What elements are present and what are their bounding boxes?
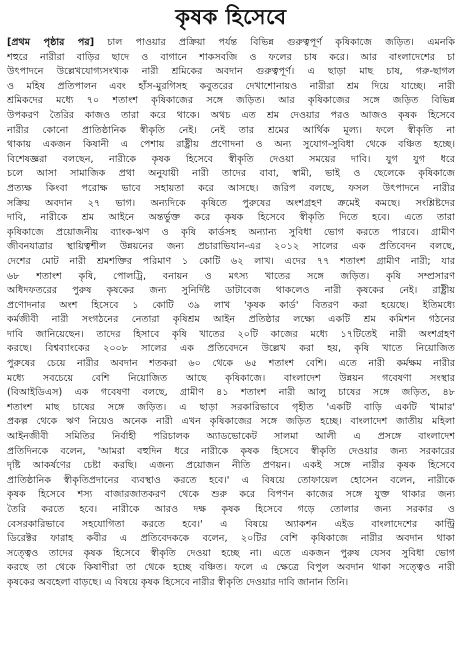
- body-line-text: চাল পাওয়ার প্রক্রিয়া পর্যন্ত বিভিন্ন গুরুত্বপূর্ণ কৃষিকাজে জড়িত। এমনকি: [94, 37, 455, 48]
- article-headline: কৃষক হিসেবে: [175, 4, 287, 29]
- continuation-tag: [প্রথম পৃষ্ঠার পর]: [7, 37, 95, 48]
- body-line: উৎপাদনে উল্লেখযোগ্যসংখ্যক নারী শ্রমিকের অবদান গুরুত্বপূর্ণ। এ ছাড়া মাছ চাষ, গরু-ছাগল: [7, 66, 455, 78]
- body-line: দৃষ্টি আকর্ষণের চেষ্টা করছি। এজন্য প্রয়োজন নীতি প্রণয়ন। একই সঙ্গে নারীর কৃষক হিসেবে: [7, 460, 455, 472]
- body-line: দাবি জানিয়েছেন। তাদের হিসাবে কৃষি খাতের ২০টি কাজের মধ্যে ১৭টিতেই নারী অংশগ্রহণ: [7, 328, 455, 340]
- body-line: প্রত্যক্ষ কিংবা পরোক্ষ ভাবে সহায়তা করে আসছে। জরিপ বলছে, ফসল উৎপাদনে নারীর: [7, 182, 455, 194]
- body-line: প্রণোদনার অংশ হিসেবে ১ কোটি ৩৯ লাখ 'কৃষক কার্ড' বিতরণ করা হয়েছে। ইতিমধ্যে: [7, 299, 455, 311]
- body-line: পুরুষের চেয়ে নারীর অবদান শতকরা ৬০ থেকে ৬৫ শতাংশ বেশি। এতে নারী কর্মক্ষম নারীর: [7, 358, 455, 370]
- body-line: সত্ত্বেও তাদের কৃষক হিসেবে স্বীকৃতি দেওয়া হচ্ছে না। এতে একজন পুরুষ যেসব সুবিধা ভোগ: [7, 547, 455, 559]
- body-line: শহুরে নারীরা বাড়ির ছাদে ও বাগানে শাকসবজি ও ফলের চাষ করে। আর বাংলাদেশের চা: [7, 51, 455, 63]
- body-line: শ্রমিকদের মধ্যে ৭০ শতাংশ কৃষিকাজের সঙ্গে জড়িত। আর কৃষিকাজের সঙ্গে জড়িত বিভিন্ন: [7, 95, 455, 107]
- body-line: তৈরি করতে হবে। নারীকে আরও দক্ষ কৃষক হিসেবে গড়ে তোলার জন্য সরকার ও: [7, 504, 455, 515]
- body-line: সক্রিয় অবদান ২৭ ভাগ। অন্যদিকে কৃষিতে পুরুষের অংশগ্রহণ ক্রমেই কমছে। সংশ্লিষ্টদের: [7, 197, 455, 209]
- body-line: দাবি, নারীকে শ্রম আইনে অন্তর্ভুক্ত করে কৃষক হিসেবে স্বীকৃতি দিতে হবে। এতে তারা: [7, 212, 455, 224]
- body-line: উপকরণ তৈরির কাজও তারা করে থাকে। অথচ এত শ্রম দেওয়ার পরও আজও কৃষক হিসেবে: [7, 109, 455, 121]
- body-line: করছে। বিশ্বব্যাংকের ২০০৮ সালের এক প্রতিবেদনে উল্লেখ করা হয়, কৃষি খাতে নিয়োজিত: [7, 343, 455, 355]
- body-line: ডিরেক্টর ফারাহ কবীর এ প্রতিবেদককে বলেন, ২০টির বেশি কৃষিকাজে নারীর অবদান থাকা: [7, 533, 455, 545]
- body-line: কর্মজীবী নারী সংগঠনের নেতারা কৃষিশ্রম আইন প্রতিষ্ঠার লক্ষ্যে একটি শ্রম কমিশন গঠনের: [7, 314, 455, 326]
- body-line: আইনজীবী সমিতির নির্বাহী পরিচালক অ্যাডভোকেট সালমা আলী এ প্রসঙ্গে বাংলাদেশ: [7, 431, 455, 443]
- body-line: শতাংশ মাছ চাষের সঙ্গে জড়িত। এ ছাড়া সরকারিভাবে গৃহীত 'একটি বাড়ি একটি খামার': [7, 401, 455, 413]
- body-line: বিশেষজ্ঞরা বলছেন, নারীকে কৃষক হিসেবে স্বীকৃতি দেওয়া সময়ের দাবি। যুগ যুগ ধরে: [7, 153, 455, 165]
- body-line: দেশের মোট নারী শ্রমশক্তির পরিমাণ ১ কোটি ৬২ লাখ। এদের ৭৭ শতাংশ গ্রামীণ নারী; যার: [7, 255, 455, 267]
- body-line: চলে আসা সামাজিক প্রথা অনুযায়ী নারী তাদের বাবা, স্বামী, ভাই ও ছেলেকে কৃষিকাজে: [7, 168, 455, 180]
- body-line: প্রতিদিনকে বলেন, 'আমরা বহুদিন ধরে নারীকে কৃষক হিসেবে স্বীকৃতি দেওয়ার জন্য সরকারের: [7, 445, 455, 457]
- body-line: কৃষিকাজে প্রয়োজনীয় ব্যাংক-ঋণ ও কৃষি কার্ডসহ অন্যান্য সুবিধা ভোগ করতে পারবে। গ্রামীণ: [7, 226, 455, 238]
- body-line: অধিদফতরের পুরুষ কৃষকের জন্য সুনির্দিষ্ট ডাটাবেজ থাকলেও নারী কৃষকের নেই। রাষ্ট্রীয়: [7, 285, 455, 297]
- body-line: কৃষক হিসেবে শস্য বাজারজাতকরণ থেকে শুরু করে বিপণন কাজের সঙ্গে যুক্ত থাকার জন্য: [7, 489, 455, 501]
- body-line: ৬৮ শতাংশ কৃষি, পোলট্রি, বনায়ন ও মৎস্য খাতের সঙ্গে জড়িত। কৃষি সম্প্রসারণ: [7, 270, 455, 282]
- body-line: মধ্যে সবচেয়ে বেশি নিয়োজিত আছে কৃষিকাজে। বাংলাদেশ উন্নয়ন গবেষণা সংস্থার: [7, 372, 455, 384]
- body-line: বেসরকারিভাবে সহযোগিতা করতে হবে।' এ বিষয়ে অ্যাকশন এইড বাংলাদেশের কান্ট্রি: [7, 518, 455, 530]
- body-line: প্রকল্প থেকে ঋণ নিয়েও অনেক নারী এখন কৃষিকাজের সঙ্গে জড়িত হচ্ছে। বাংলাদেশ জাতীয় মহিলা: [7, 416, 455, 428]
- body-line: [7, 36, 455, 51]
- body-line: ও মহিষ প্রতিপালন এবং হাঁস-মুরগিসহ কবুতরের দেখাশোনায়ও নারীরা শ্রম দিয়ে যাচ্ছে। নারী: [7, 80, 455, 92]
- body-line: করছে তা থেকে কিষাণীরা তা থেকে হচ্ছে বঞ্চিত। ফলে এ ক্ষেত্রে বিপুল অবদান থাকা সত্ত্বেও নারী: [7, 562, 455, 574]
- body-line: প্রাতিষ্ঠানিক স্বীকৃতিপ্রদানের ব্যবস্থাও করতে হবে।' এ বিষয়ে তোফায়েল হোসেন বলেন, নারীকে: [7, 474, 455, 486]
- article-body: [7, 36, 455, 651]
- body-line: জীবনযাত্রার স্থায়িত্বশীল উন্নয়নের জন্য প্রচারাভিযান-এর ২০১২ সালের এক প্রতিবেদন বলছে,: [7, 241, 455, 253]
- body-line: থাকায় একজন কিষানী এ পেশায় রাষ্ট্রীয় প্রণোদনা ও অন্য সুযোগ-সুবিধা থেকে বঞ্চিত হচ্ছে।: [7, 139, 455, 151]
- body-line: নারীর কোনো প্রাতিষ্ঠানিক স্বীকৃতি নেই। নেই তার শ্রমের আর্থিক মূল্য। ফলে স্বীকৃতি না: [7, 124, 455, 136]
- body-line: (বিআইডিএস) এক গবেষণা বলছে, গ্রামীণ ৪১ শতাংশ নারী আলু চাষের সঙ্গে জড়িত, ৪৮: [7, 387, 455, 399]
- body-line: কৃষকের অবহেলা বাড়ছে। এ বিষয়ে কৃষক হিসেবে নারীর স্বীকৃতি দেওয়ার দাবি জানান তিনি।: [7, 576, 349, 588]
